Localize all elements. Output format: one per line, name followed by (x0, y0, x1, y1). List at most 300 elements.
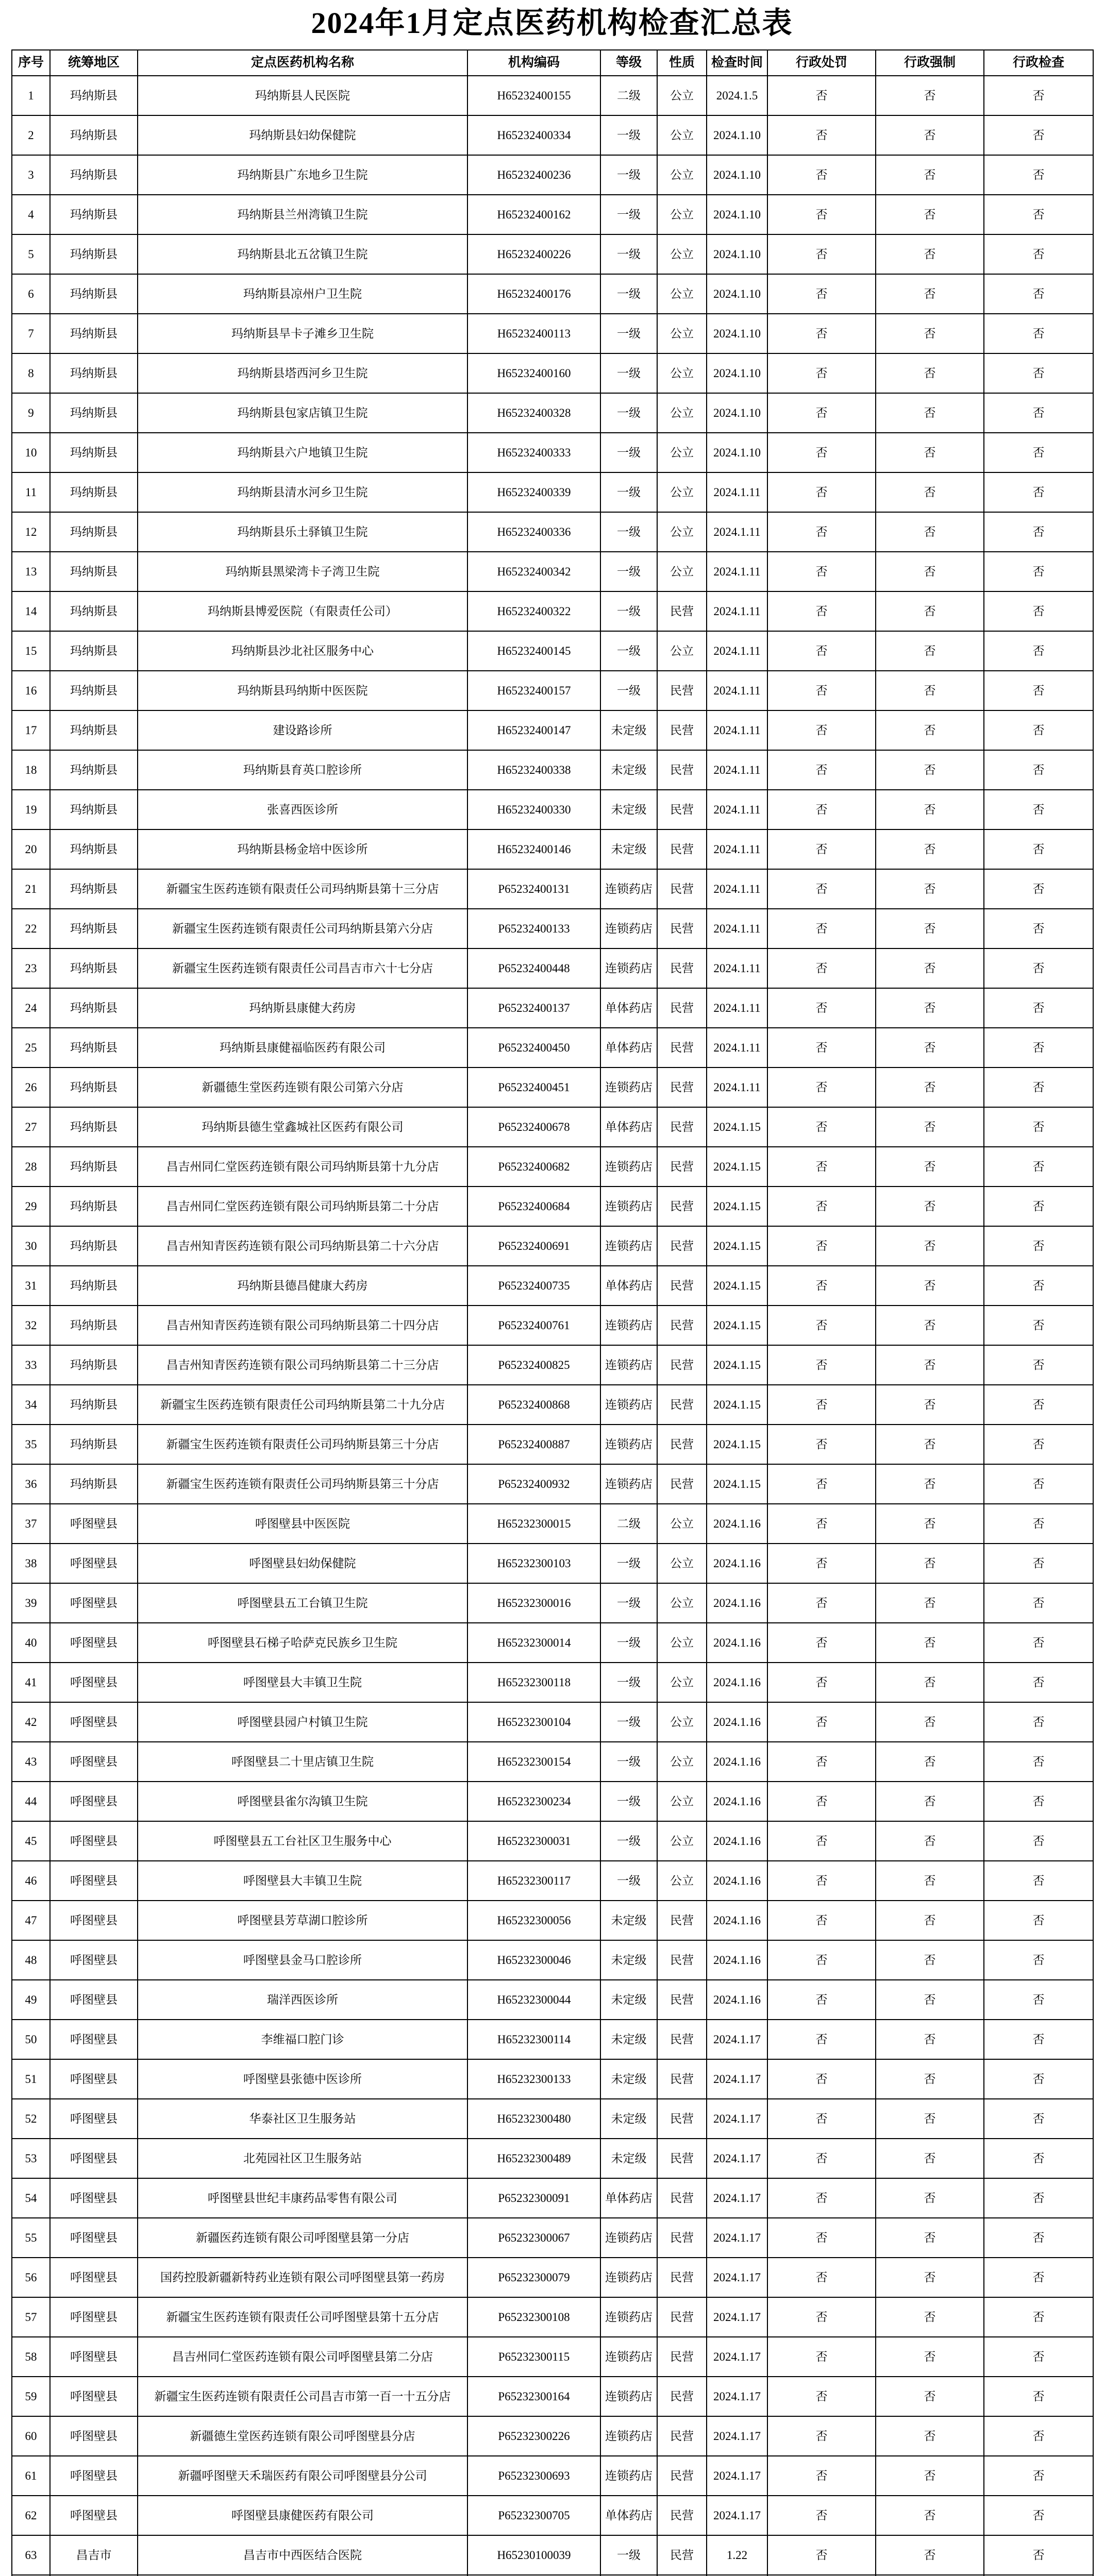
cell-institution-code: P65232300164 (467, 2377, 600, 2416)
cell-area: 玛纳斯县 (50, 393, 138, 433)
cell-area: 玛纳斯县 (50, 988, 138, 1028)
cell-administrative-inspection: 否 (984, 2297, 1093, 2337)
cell-grade: 未定级 (600, 2059, 657, 2099)
cell-index: 8 (12, 353, 50, 393)
cell-institution-name: 李维福口腔门诊 (138, 2020, 467, 2059)
cell-index: 52 (12, 2099, 50, 2139)
cell-index: 5 (12, 234, 50, 274)
cell-administrative-penalty: 否 (767, 2099, 876, 2139)
cell-administrative-inspection: 否 (984, 234, 1093, 274)
table-row (12, 1187, 1093, 1226)
cell-inspection-time: 2024.1.10 (707, 115, 767, 155)
cell-inspection-time: 2024.1.11 (707, 750, 767, 790)
cell-administrative-inspection: 否 (984, 1067, 1093, 1107)
cell-grade: 未定级 (600, 750, 657, 790)
cell-institution-name: 玛纳斯县育英口腔诊所 (138, 750, 467, 790)
cell-institution-code: H65232300044 (467, 1980, 600, 2020)
cell-institution-name: 玛纳斯县博爱医院（有限责任公司） (138, 591, 467, 631)
table-row (12, 2139, 1093, 2178)
cell-grade: 连锁药店 (600, 1385, 657, 1425)
cell-administrative-penalty: 否 (767, 1623, 876, 1663)
cell-index: 25 (12, 1028, 50, 1067)
cell-nature: 民营 (657, 2337, 707, 2377)
cell-administrative-penalty: 否 (767, 155, 876, 195)
cell-institution-name: 玛纳斯县六户地镇卫生院 (138, 433, 467, 472)
cell-inspection-time: 2024.1.17 (707, 2456, 767, 2496)
cell-institution-code: P65232300067 (467, 2218, 600, 2258)
cell-area: 玛纳斯县 (50, 314, 138, 353)
cell-institution-name: 玛纳斯县杨金培中医诊所 (138, 829, 467, 869)
cell-administrative-enforcement: 否 (876, 988, 984, 1028)
cell-administrative-enforcement: 否 (876, 710, 984, 750)
cell-institution-code: P65232400691 (467, 1226, 600, 1266)
cell-inspection-time: 2024.1.5 (707, 76, 767, 115)
table-row (12, 710, 1093, 750)
cell-administrative-inspection: 否 (984, 1623, 1093, 1663)
cell-institution-code: H65232300117 (467, 1861, 600, 1901)
cell-institution-name: 呼图壁县世纪丰康药品零售有限公司 (138, 2178, 467, 2218)
cell-nature: 民营 (657, 1345, 707, 1385)
cell-administrative-inspection: 否 (984, 76, 1093, 115)
cell-administrative-enforcement: 否 (876, 433, 984, 472)
cell-administrative-inspection: 否 (984, 2178, 1093, 2218)
cell-institution-name: 新疆宝生医药连锁有限责任公司昌吉市第一百一十五分店 (138, 2377, 467, 2416)
cell-administrative-penalty: 否 (767, 1306, 876, 1345)
table-row (12, 631, 1093, 671)
cell-inspection-time: 2024.1.11 (707, 552, 767, 591)
cell-nature: 公立 (657, 274, 707, 314)
cell-nature: 公立 (657, 1861, 707, 1901)
cell-institution-name: 新疆宝生医药连锁有限责任公司呼图壁县第十五分店 (138, 2297, 467, 2337)
cell-area: 呼图壁县 (50, 1663, 138, 1702)
cell-inspection-time: 2024.1.10 (707, 314, 767, 353)
cell-administrative-inspection: 否 (984, 2496, 1093, 2535)
cell-administrative-enforcement: 否 (876, 1782, 984, 1821)
cell-nature: 公立 (657, 552, 707, 591)
cell-nature: 公立 (657, 76, 707, 115)
cell-grade: 未定级 (600, 1901, 657, 1940)
cell-index: 4 (12, 195, 50, 234)
cell-nature: 民营 (657, 671, 707, 710)
cell-inspection-time: 2024.1.11 (707, 631, 767, 671)
cell-nature: 民营 (657, 710, 707, 750)
cell-nature: 民营 (657, 2377, 707, 2416)
cell-grade: 二级 (600, 76, 657, 115)
cell-nature: 民营 (657, 1107, 707, 1147)
cell-institution-code: H65232300114 (467, 2020, 600, 2059)
cell-nature: 民营 (657, 2297, 707, 2337)
cell-administrative-inspection: 否 (984, 790, 1093, 829)
cell-administrative-penalty: 否 (767, 393, 876, 433)
table-row (12, 512, 1093, 552)
cell-administrative-enforcement: 否 (876, 195, 984, 234)
table-row (12, 909, 1093, 948)
cell-institution-name: 玛纳斯县包家店镇卫生院 (138, 393, 467, 433)
cell-administrative-inspection: 否 (984, 671, 1093, 710)
cell-inspection-time: 2024.1.16 (707, 1861, 767, 1901)
cell-institution-code: H65232400330 (467, 790, 600, 829)
cell-administrative-enforcement: 否 (876, 1940, 984, 1980)
cell-area: 玛纳斯县 (50, 671, 138, 710)
cell-institution-code: H65232300046 (467, 1940, 600, 1980)
cell-administrative-enforcement: 否 (876, 1385, 984, 1425)
cell-institution-name: 玛纳斯县人民医院 (138, 76, 467, 115)
cell-inspection-time: 2024.1.16 (707, 1504, 767, 1544)
cell-institution-code: H65232400146 (467, 829, 600, 869)
cell-grade: 连锁药店 (600, 1226, 657, 1266)
cell-index: 60 (12, 2416, 50, 2456)
cell-grade: 一级 (600, 512, 657, 552)
cell-administrative-penalty: 否 (767, 1266, 876, 1306)
cell-index: 9 (12, 393, 50, 433)
cell-area: 玛纳斯县 (50, 472, 138, 512)
cell-administrative-inspection: 否 (984, 512, 1093, 552)
cell-institution-code: H65232400176 (467, 274, 600, 314)
cell-administrative-enforcement: 否 (876, 2377, 984, 2416)
cell-grade: 连锁药店 (600, 2258, 657, 2297)
cell-grade: 连锁药店 (600, 1306, 657, 1345)
cell-institution-name: 玛纳斯县北五岔镇卫生院 (138, 234, 467, 274)
table-row (12, 274, 1093, 314)
table-row (12, 2059, 1093, 2099)
cell-administrative-inspection: 否 (984, 1940, 1093, 1980)
cell-institution-name: 新疆宝生医药连锁有限责任公司玛纳斯县第六分店 (138, 909, 467, 948)
table-row (12, 2099, 1093, 2139)
cell-area: 呼图壁县 (50, 2337, 138, 2377)
cell-administrative-penalty: 否 (767, 1067, 876, 1107)
cell-administrative-penalty: 否 (767, 1861, 876, 1901)
cell-inspection-time: 2024.1.16 (707, 1821, 767, 1861)
table-row (12, 829, 1093, 869)
cell-institution-code: H65230100039 (467, 2535, 600, 2575)
cell-administrative-inspection: 否 (984, 2258, 1093, 2297)
cell-institution-name: 昌吉州同仁堂医药连锁有限公司呼图壁县第二分店 (138, 2337, 467, 2377)
cell-area: 呼图壁县 (50, 1782, 138, 1821)
table-row (12, 314, 1093, 353)
cell-inspection-time: 2024.1.15 (707, 1345, 767, 1385)
cell-institution-code: H65232400336 (467, 512, 600, 552)
cell-institution-name: 呼图壁县妇幼保健院 (138, 1544, 467, 1583)
cell-index: 34 (12, 1385, 50, 1425)
cell-administrative-enforcement: 否 (876, 2139, 984, 2178)
cell-administrative-enforcement: 否 (876, 829, 984, 869)
cell-nature: 民营 (657, 2139, 707, 2178)
cell-administrative-enforcement: 否 (876, 1583, 984, 1623)
cell-index: 33 (12, 1345, 50, 1385)
cell-grade: 连锁药店 (600, 1345, 657, 1385)
table-row (12, 1107, 1093, 1147)
cell-nature: 公立 (657, 195, 707, 234)
cell-index: 21 (12, 869, 50, 909)
cell-index: 54 (12, 2178, 50, 2218)
cell-area: 玛纳斯县 (50, 234, 138, 274)
cell-administrative-penalty: 否 (767, 1187, 876, 1226)
cell-inspection-time: 2024.1.10 (707, 433, 767, 472)
cell-grade: 连锁药店 (600, 2297, 657, 2337)
cell-administrative-inspection: 否 (984, 1107, 1093, 1147)
cell-administrative-inspection: 否 (984, 869, 1093, 909)
cell-institution-code: H65232300118 (467, 1663, 600, 1702)
cell-inspection-time: 2024.1.11 (707, 671, 767, 710)
cell-administrative-inspection: 否 (984, 2020, 1093, 2059)
cell-administrative-penalty: 否 (767, 1464, 876, 1504)
cell-inspection-time: 2024.1.17 (707, 2416, 767, 2456)
cell-administrative-inspection: 否 (984, 115, 1093, 155)
cell-administrative-inspection: 否 (984, 1544, 1093, 1583)
table-row (12, 195, 1093, 234)
cell-index: 45 (12, 1821, 50, 1861)
cell-index: 57 (12, 2297, 50, 2337)
cell-administrative-penalty: 否 (767, 2139, 876, 2178)
table-row (12, 1901, 1093, 1940)
cell-grade: 一级 (600, 631, 657, 671)
cell-institution-name: 新疆宝生医药连锁有限责任公司昌吉市六十七分店 (138, 948, 467, 988)
cell-grade: 一级 (600, 115, 657, 155)
cell-nature: 公立 (657, 234, 707, 274)
cell-inspection-time: 2024.1.17 (707, 2139, 767, 2178)
cell-inspection-time: 2024.1.15 (707, 1107, 767, 1147)
cell-index: 23 (12, 948, 50, 988)
cell-inspection-time: 2024.1.15 (707, 1147, 767, 1187)
cell-administrative-penalty: 否 (767, 2337, 876, 2377)
cell-institution-name: 呼图壁县石梯子哈萨克民族乡卫生院 (138, 1623, 467, 1663)
cell-institution-name: 呼图壁县二十里店镇卫生院 (138, 1742, 467, 1782)
cell-institution-name: 北苑园社区卫生服务站 (138, 2139, 467, 2178)
cell-inspection-time: 2024.1.17 (707, 2297, 767, 2337)
cell-area: 玛纳斯县 (50, 353, 138, 393)
cell-inspection-time: 2024.1.11 (707, 829, 767, 869)
cell-institution-name: 新疆德生堂医药连锁有限公司呼图壁县分店 (138, 2416, 467, 2456)
cell-administrative-inspection: 否 (984, 552, 1093, 591)
cell-institution-code: P65232400761 (467, 1306, 600, 1345)
cell-index: 42 (12, 1702, 50, 1742)
cell-area: 呼图壁县 (50, 1702, 138, 1742)
cell-grade: 连锁药店 (600, 948, 657, 988)
cell-grade: 一级 (600, 1782, 657, 1821)
cell-administrative-inspection: 否 (984, 988, 1093, 1028)
cell-institution-code: P65232400684 (467, 1187, 600, 1226)
cell-grade: 连锁药店 (600, 869, 657, 909)
cell-grade: 连锁药店 (600, 2416, 657, 2456)
cell-area: 呼图壁县 (50, 2059, 138, 2099)
table-row (12, 1425, 1093, 1464)
cell-institution-code: P65232400887 (467, 1425, 600, 1464)
cell-area: 呼图壁县 (50, 2020, 138, 2059)
cell-administrative-inspection: 否 (984, 631, 1093, 671)
table-row (12, 1464, 1093, 1504)
cell-institution-code: H65232400236 (467, 155, 600, 195)
cell-administrative-penalty: 否 (767, 948, 876, 988)
table-row (12, 155, 1093, 195)
cell-index: 49 (12, 1980, 50, 2020)
cell-administrative-penalty: 否 (767, 552, 876, 591)
cell-index: 47 (12, 1901, 50, 1940)
cell-institution-name: 玛纳斯县兰州湾镇卫生院 (138, 195, 467, 234)
cell-administrative-penalty: 否 (767, 869, 876, 909)
cell-grade: 一级 (600, 591, 657, 631)
cell-administrative-inspection: 否 (984, 2377, 1093, 2416)
cell-administrative-penalty: 否 (767, 1663, 876, 1702)
cell-index: 3 (12, 155, 50, 195)
cell-administrative-enforcement: 否 (876, 591, 984, 631)
cell-inspection-time: 2024.1.17 (707, 2258, 767, 2297)
cell-administrative-enforcement: 否 (876, 1067, 984, 1107)
cell-institution-code: H65232400338 (467, 750, 600, 790)
table-row (12, 2416, 1093, 2456)
cell-area: 玛纳斯县 (50, 1306, 138, 1345)
header-inspection-time: 检查时间 (707, 50, 767, 76)
cell-administrative-enforcement: 否 (876, 2258, 984, 2297)
table-row (12, 393, 1093, 433)
cell-institution-name: 呼图壁县大丰镇卫生院 (138, 1663, 467, 1702)
cell-institution-name: 昌吉州同仁堂医药连锁有限公司玛纳斯县第十九分店 (138, 1147, 467, 1187)
cell-administrative-enforcement: 否 (876, 750, 984, 790)
cell-institution-name: 呼图壁县园户村镇卫生院 (138, 1702, 467, 1742)
cell-area: 玛纳斯县 (50, 274, 138, 314)
cell-index: 46 (12, 1861, 50, 1901)
table-row (12, 948, 1093, 988)
cell-inspection-time: 2024.1.17 (707, 2059, 767, 2099)
cell-institution-code: H65232400160 (467, 353, 600, 393)
cell-nature: 民营 (657, 2099, 707, 2139)
table-row (12, 2456, 1093, 2496)
cell-grade: 一级 (600, 234, 657, 274)
cell-administrative-penalty: 否 (767, 1940, 876, 1980)
table-row (12, 115, 1093, 155)
cell-administrative-enforcement: 否 (876, 631, 984, 671)
cell-index: 19 (12, 790, 50, 829)
cell-inspection-time: 2024.1.15 (707, 1464, 767, 1504)
cell-administrative-enforcement: 否 (876, 1425, 984, 1464)
cell-institution-code: H65232300031 (467, 1821, 600, 1861)
cell-index: 50 (12, 2020, 50, 2059)
cell-inspection-time: 2024.1.15 (707, 1187, 767, 1226)
cell-institution-name: 呼图壁县五工台社区卫生服务中心 (138, 1821, 467, 1861)
cell-administrative-penalty: 否 (767, 909, 876, 948)
cell-institution-code: H65232400339 (467, 472, 600, 512)
cell-nature: 民营 (657, 2059, 707, 2099)
cell-administrative-penalty: 否 (767, 1821, 876, 1861)
cell-nature: 民营 (657, 829, 707, 869)
cell-inspection-time: 2024.1.11 (707, 948, 767, 988)
cell-administrative-enforcement: 否 (876, 314, 984, 353)
cell-administrative-penalty: 否 (767, 1028, 876, 1067)
cell-nature: 公立 (657, 1544, 707, 1583)
cell-administrative-penalty: 否 (767, 1107, 876, 1147)
cell-institution-code: H65232400334 (467, 115, 600, 155)
cell-nature: 民营 (657, 2416, 707, 2456)
cell-administrative-penalty: 否 (767, 1782, 876, 1821)
cell-administrative-enforcement: 否 (876, 790, 984, 829)
cell-inspection-time: 2024.1.10 (707, 195, 767, 234)
cell-area: 昌吉市 (50, 2535, 138, 2575)
header-administrative-enforcement: 行政强制 (876, 50, 984, 76)
cell-administrative-penalty: 否 (767, 115, 876, 155)
cell-institution-code: H65232400113 (467, 314, 600, 353)
cell-nature: 民营 (657, 2456, 707, 2496)
cell-nature: 民营 (657, 1226, 707, 1266)
cell-institution-name: 新疆医药连锁有限公司呼图壁县第一分店 (138, 2218, 467, 2258)
cell-institution-code: P65232400932 (467, 1464, 600, 1504)
cell-administrative-penalty: 否 (767, 2059, 876, 2099)
cell-nature: 民营 (657, 988, 707, 1028)
cell-institution-name: 瑞洋西医诊所 (138, 1980, 467, 2020)
cell-institution-code: H65232300234 (467, 1782, 600, 1821)
table-row (12, 1504, 1093, 1544)
table-header-row (12, 50, 1093, 76)
cell-administrative-enforcement: 否 (876, 1544, 984, 1583)
cell-grade: 单体药店 (600, 2178, 657, 2218)
cell-index: 16 (12, 671, 50, 710)
cell-administrative-penalty: 否 (767, 1147, 876, 1187)
cell-institution-name: 玛纳斯县德生堂鑫城社区医药有限公司 (138, 1107, 467, 1147)
cell-area: 呼图壁县 (50, 2258, 138, 2297)
cell-inspection-time: 2024.1.11 (707, 909, 767, 948)
cell-institution-code: P65232300115 (467, 2337, 600, 2377)
cell-nature: 公立 (657, 1782, 707, 1821)
cell-grade: 一级 (600, 671, 657, 710)
cell-institution-code: H65232400328 (467, 393, 600, 433)
cell-administrative-penalty: 否 (767, 2218, 876, 2258)
cell-administrative-penalty: 否 (767, 2456, 876, 2496)
cell-institution-name: 华泰社区卫生服务站 (138, 2099, 467, 2139)
cell-institution-code: P65232300693 (467, 2456, 600, 2496)
cell-area: 玛纳斯县 (50, 195, 138, 234)
cell-administrative-penalty: 否 (767, 2496, 876, 2535)
cell-area: 玛纳斯县 (50, 1226, 138, 1266)
cell-grade: 一级 (600, 472, 657, 512)
cell-nature: 民营 (657, 1425, 707, 1464)
cell-administrative-inspection: 否 (984, 1385, 1093, 1425)
cell-grade: 单体药店 (600, 988, 657, 1028)
cell-administrative-enforcement: 否 (876, 1266, 984, 1306)
table-row (12, 1306, 1093, 1345)
cell-administrative-penalty: 否 (767, 472, 876, 512)
cell-nature: 民营 (657, 948, 707, 988)
table-row (12, 591, 1093, 631)
cell-index: 6 (12, 274, 50, 314)
cell-index: 61 (12, 2456, 50, 2496)
cell-index: 58 (12, 2337, 50, 2377)
table-row (12, 869, 1093, 909)
cell-administrative-inspection: 否 (984, 1306, 1093, 1345)
cell-administrative-enforcement: 否 (876, 155, 984, 195)
cell-area: 玛纳斯县 (50, 155, 138, 195)
cell-inspection-time: 2024.1.16 (707, 1583, 767, 1623)
table-row (12, 1782, 1093, 1821)
cell-administrative-inspection: 否 (984, 2139, 1093, 2178)
cell-administrative-penalty: 否 (767, 1980, 876, 2020)
cell-institution-name: 玛纳斯县妇幼保健院 (138, 115, 467, 155)
cell-nature: 公立 (657, 472, 707, 512)
cell-inspection-time: 2024.1.16 (707, 1702, 767, 1742)
cell-administrative-penalty: 否 (767, 2297, 876, 2337)
cell-institution-name: 玛纳斯县旱卡子滩乡卫生院 (138, 314, 467, 353)
cell-area: 呼图壁县 (50, 1583, 138, 1623)
cell-administrative-enforcement: 否 (876, 948, 984, 988)
cell-administrative-penalty: 否 (767, 433, 876, 472)
cell-nature: 民营 (657, 2218, 707, 2258)
cell-area: 玛纳斯县 (50, 750, 138, 790)
cell-area: 玛纳斯县 (50, 1107, 138, 1147)
cell-grade: 一级 (600, 552, 657, 591)
cell-institution-name: 玛纳斯县康健大药房 (138, 988, 467, 1028)
cell-inspection-time: 2024.1.16 (707, 1980, 767, 2020)
cell-index: 15 (12, 631, 50, 671)
cell-administrative-enforcement: 否 (876, 353, 984, 393)
cell-administrative-enforcement: 否 (876, 552, 984, 591)
cell-administrative-enforcement: 否 (876, 2535, 984, 2575)
